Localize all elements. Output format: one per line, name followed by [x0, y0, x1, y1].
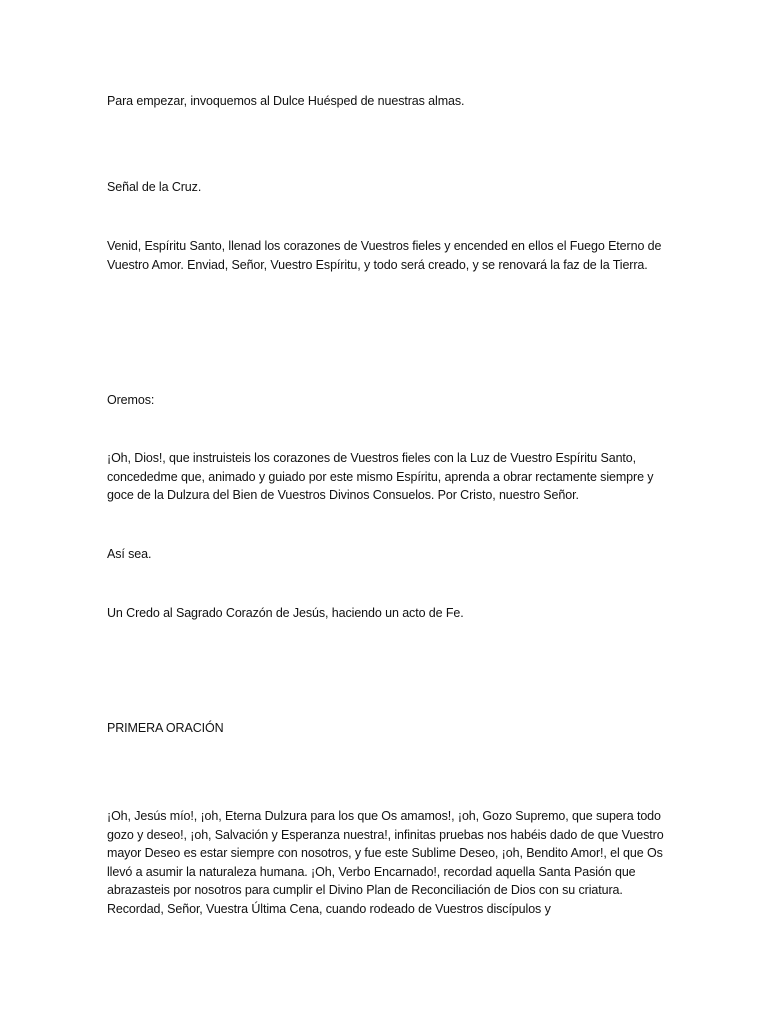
- amen-paragraph: Así sea.: [107, 547, 152, 561]
- oremos-heading: Oremos:: [107, 393, 155, 407]
- prayer-paragraph: ¡Oh, Dios!, que instruisteis los corazones de Vuestros fieles con la Luz de Vuestro Espíritu Santo, concededme que, animado y guiado por este mismo Espíritu, aprenda a obrar rectamente siempre y goce de la Dulzura del Bien de Vuestros Divinos Consuelos. Por Cristo, nuestro Señor.: [107, 451, 654, 502]
- credo-paragraph: Un Credo al Sagrado Corazón de Jesús, haciendo un acto de Fe.: [107, 606, 464, 620]
- invocation-paragraph: Venid, Espíritu Santo, llenad los corazones de Vuestros fieles y encended en ellos el Fuego Eterno de Vuestro Amor. Enviad, Señor, Vuestro Espíritu, y todo será creado, y se renovará la faz de la Tierra.: [107, 239, 662, 272]
- intro-paragraph: Para empezar, invoquemos al Dulce Huésped de nuestras almas.: [107, 94, 465, 108]
- first-prayer-heading: PRIMERA ORACIÓN: [107, 721, 224, 735]
- first-prayer-paragraph: ¡Oh, Jesús mío!, ¡oh, Eterna Dulzura para los que Os amamos!, ¡oh, Gozo Supremo, que supera todo gozo y deseo!, ¡oh, Salvación y Esperanza nuestra!, infinitas pruebas nos habéis dado de que Vuestro mayor Deseo es estar siempre con nosotros, y fue este Sublime Deseo, ¡oh, Bendito Amor!, el que Os llevó a asumir la naturaleza humana. ¡Oh, Verbo Encarnado!, recordad aquella Santa Pasión que abrazasteis por nosotros para cumplir el Divino Plan de Reconciliación de Dios con su criatura. Recordad, Señor, Vuestra Última Cena, cuando rodeado de Vuestros discípulos y: [107, 809, 664, 916]
- sign-of-cross-paragraph: Señal de la Cruz.: [107, 180, 202, 194]
